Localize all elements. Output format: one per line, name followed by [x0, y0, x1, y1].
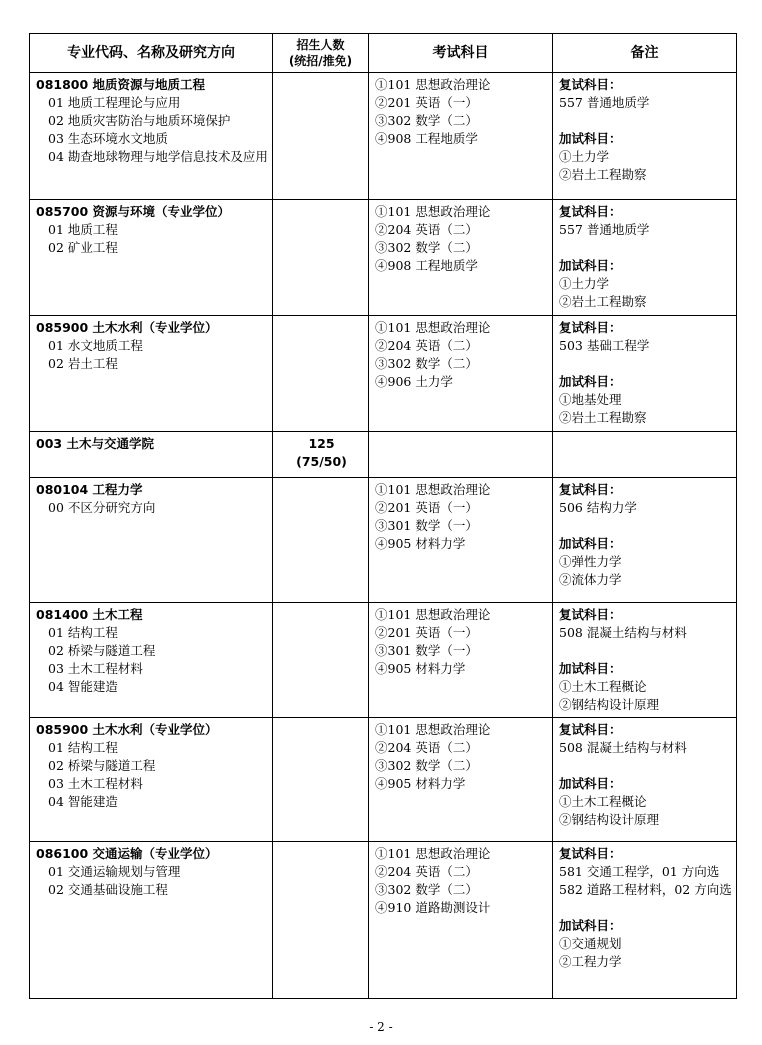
- notes-cell: [553, 842, 737, 999]
- header-exams: 考试科目: [369, 34, 553, 73]
- major-title: 080104 工程力学: [36, 482, 143, 497]
- extra-subject: ①土力学: [559, 276, 610, 291]
- exam-cell: [369, 478, 553, 603]
- page-number: - 2 -: [369, 1020, 393, 1034]
- research-direction: 02 桥梁与隧道工程: [48, 643, 156, 658]
- major-title: 081400 土木工程: [36, 607, 143, 622]
- exam-subject: ③302 数学（二）: [375, 882, 478, 897]
- extra-subject: ②流体力学: [559, 572, 622, 587]
- header-enrollment-line1: 招生人数: [296, 38, 345, 52]
- header-enrollment-line2: (统招/推免): [288, 54, 353, 68]
- extra-subject: ①地基处理: [559, 392, 622, 407]
- exam-cell: [369, 842, 553, 999]
- exam-subject: ③301 数学（一）: [375, 518, 478, 533]
- enrollment-cell: [273, 200, 369, 316]
- exam-subject: ②201 英语（一）: [375, 95, 478, 110]
- enrollment-cell: [273, 478, 369, 603]
- extra-subject: ②工程力学: [559, 954, 622, 969]
- notes-cell: [553, 200, 737, 316]
- college-count: [273, 432, 369, 478]
- notes-gap: [559, 757, 732, 775]
- notes-cell: [553, 73, 737, 200]
- major-cell: [30, 718, 273, 842]
- retest-subject: 508 混凝土结构与材料: [559, 740, 687, 755]
- research-direction: 01 水文地质工程: [48, 338, 143, 353]
- major-title: 086100 交通运输（专业学位）: [36, 846, 218, 861]
- major-title: 085900 土木水利（专业学位）: [36, 320, 218, 335]
- exam-cell: [369, 316, 553, 432]
- major-row: [30, 718, 737, 842]
- major-row: [30, 603, 737, 718]
- research-direction: 02 桥梁与隧道工程: [48, 758, 156, 773]
- extra-label: 加试科目：: [559, 131, 622, 146]
- enrollment-cell: [273, 73, 369, 200]
- research-direction: 03 生态环境水文地质: [48, 131, 168, 146]
- enrollment-cell: [273, 316, 369, 432]
- college-name: 003 土木与交通学院: [30, 432, 273, 478]
- research-direction: 01 交通运输规划与管理: [48, 864, 181, 879]
- college-count-split: (75/50): [296, 454, 347, 469]
- notes-gap: [559, 642, 732, 660]
- exam-subject: ④905 材料力学: [375, 661, 466, 676]
- exam-subject: ①101 思想政治理论: [375, 77, 491, 92]
- exam-subject: ②201 英语（一）: [375, 625, 478, 640]
- extra-subject: ①弹性力学: [559, 554, 622, 569]
- major-row: [30, 316, 737, 432]
- extra-label: 加试科目：: [559, 258, 622, 273]
- extra-label: 加试科目：: [559, 661, 622, 676]
- exam-subject: ②204 英语（二）: [375, 740, 478, 755]
- notes-gap: [559, 517, 732, 535]
- enrollment-cell: [273, 603, 369, 718]
- major-cell: [30, 603, 273, 718]
- research-direction: 02 交通基础设施工程: [48, 882, 168, 897]
- exam-subject: ④905 材料力学: [375, 536, 466, 551]
- major-cell: [30, 478, 273, 603]
- enrollment-cell: [273, 842, 369, 999]
- retest-subject: 557 普通地质学: [559, 222, 650, 237]
- retest-label: 复试科目：: [559, 607, 622, 622]
- major-cell: [30, 842, 273, 999]
- major-row: [30, 200, 737, 316]
- exam-subject: ③302 数学（二）: [375, 758, 478, 773]
- exam-subject: ①101 思想政治理论: [375, 204, 491, 219]
- retest-subject: 503 基础工程学: [559, 338, 650, 353]
- enrollment-cell: [273, 718, 369, 842]
- research-direction: 04 勘查地球物理与地学信息技术及应用: [48, 149, 268, 164]
- college-count-total: 125: [308, 436, 335, 451]
- extra-subject: ②岩土工程勘察: [559, 294, 647, 309]
- major-title: 085900 土木水利（专业学位）: [36, 722, 218, 737]
- exam-cell: [369, 200, 553, 316]
- exam-subject: ①101 思想政治理论: [375, 846, 491, 861]
- retest-label: 复试科目：: [559, 204, 622, 219]
- extra-label: 加试科目：: [559, 374, 622, 389]
- notes-cell: [553, 316, 737, 432]
- retest-subject: 581 交通工程学，01 方向选 582 道路工程材料，02 方向选: [559, 864, 732, 897]
- major-title: 081800 地质资源与地质工程: [36, 77, 206, 92]
- extra-label: 加试科目：: [559, 536, 622, 551]
- major-row: [30, 73, 737, 200]
- research-direction: 00 不区分研究方向: [48, 500, 156, 515]
- major-cell: [30, 316, 273, 432]
- extra-subject: ②岩土工程勘察: [559, 410, 647, 425]
- retest-subject: 508 混凝土结构与材料: [559, 625, 687, 640]
- college-row: [30, 432, 737, 478]
- exam-subject: ①101 思想政治理论: [375, 722, 491, 737]
- research-direction: 03 土木工程材料: [48, 776, 143, 791]
- exam-subject: ③301 数学（一）: [375, 643, 478, 658]
- major-row: [30, 478, 737, 603]
- exam-subject: ①101 思想政治理论: [375, 607, 491, 622]
- notes-gap: [559, 239, 732, 257]
- extra-label: 加试科目：: [559, 776, 622, 791]
- header-major: 专业代码、名称及研究方向: [30, 34, 273, 73]
- exam-cell: [369, 603, 553, 718]
- exam-subject: ④906 土力学: [375, 374, 453, 389]
- extra-subject: ①土木工程概论: [559, 679, 647, 694]
- research-direction: 03 土木工程材料: [48, 661, 143, 676]
- exam-subject: ④908 工程地质学: [375, 131, 478, 146]
- notes-gap: [559, 112, 732, 130]
- exam-subject: ②201 英语（一）: [375, 500, 478, 515]
- notes-cell: [553, 603, 737, 718]
- extra-subject: ②岩土工程勘察: [559, 167, 647, 182]
- notes-gap: [559, 355, 732, 373]
- research-direction: 01 地质工程理论与应用: [48, 95, 181, 110]
- header-notes: 备注: [553, 34, 737, 73]
- research-direction: 04 智能建造: [48, 794, 118, 809]
- research-direction: 01 地质工程: [48, 222, 118, 237]
- research-direction: 02 矿业工程: [48, 240, 118, 255]
- exam-subject: ④905 材料力学: [375, 776, 466, 791]
- extra-subject: ②钢结构设计原理: [559, 697, 660, 712]
- research-direction: 02 地质灾害防治与地质环境保护: [48, 113, 231, 128]
- notes-gap: [559, 899, 732, 917]
- notes-cell: [553, 718, 737, 842]
- retest-label: 复试科目：: [559, 482, 622, 497]
- research-direction: 02 岩土工程: [48, 356, 118, 371]
- extra-label: 加试科目：: [559, 918, 622, 933]
- retest-label: 复试科目：: [559, 320, 622, 335]
- exam-cell: [369, 718, 553, 842]
- major-row: [30, 842, 737, 999]
- retest-label: 复试科目：: [559, 722, 622, 737]
- retest-subject: 506 结构力学: [559, 500, 637, 515]
- exam-subject: ④910 道路勘测设计: [375, 900, 491, 915]
- extra-subject: ①交通规划: [559, 936, 622, 951]
- research-direction: 04 智能建造: [48, 679, 118, 694]
- college-exams-empty: [369, 432, 553, 478]
- exam-subject: ②204 英语（二）: [375, 864, 478, 879]
- exam-subject: ③302 数学（二）: [375, 240, 478, 255]
- exam-subject: ①101 思想政治理论: [375, 482, 491, 497]
- major-cell: [30, 200, 273, 316]
- exam-subject: ②204 英语（二）: [375, 222, 478, 237]
- notes-cell: [553, 478, 737, 603]
- retest-label: 复试科目：: [559, 846, 622, 861]
- header-enrollment: [273, 34, 369, 73]
- exam-subject: ①101 思想政治理论: [375, 320, 491, 335]
- research-direction: 01 结构工程: [48, 740, 118, 755]
- admissions-table: [29, 33, 737, 999]
- exam-subject: ④908 工程地质学: [375, 258, 478, 273]
- retest-subject: 557 普通地质学: [559, 95, 650, 110]
- college-notes-empty: [553, 432, 737, 478]
- exam-subject: ③302 数学（二）: [375, 113, 478, 128]
- exam-subject: ②204 英语（二）: [375, 338, 478, 353]
- research-direction: 01 结构工程: [48, 625, 118, 640]
- extra-subject: ①土木工程概论: [559, 794, 647, 809]
- exam-subject: ③302 数学（二）: [375, 356, 478, 371]
- extra-subject: ②钢结构设计原理: [559, 812, 660, 827]
- major-cell: [30, 73, 273, 200]
- extra-subject: ①土力学: [559, 149, 610, 164]
- retest-label: 复试科目：: [559, 77, 622, 92]
- table-header-row: [30, 34, 737, 73]
- exam-cell: [369, 73, 553, 200]
- major-title: 085700 资源与环境（专业学位）: [36, 204, 231, 219]
